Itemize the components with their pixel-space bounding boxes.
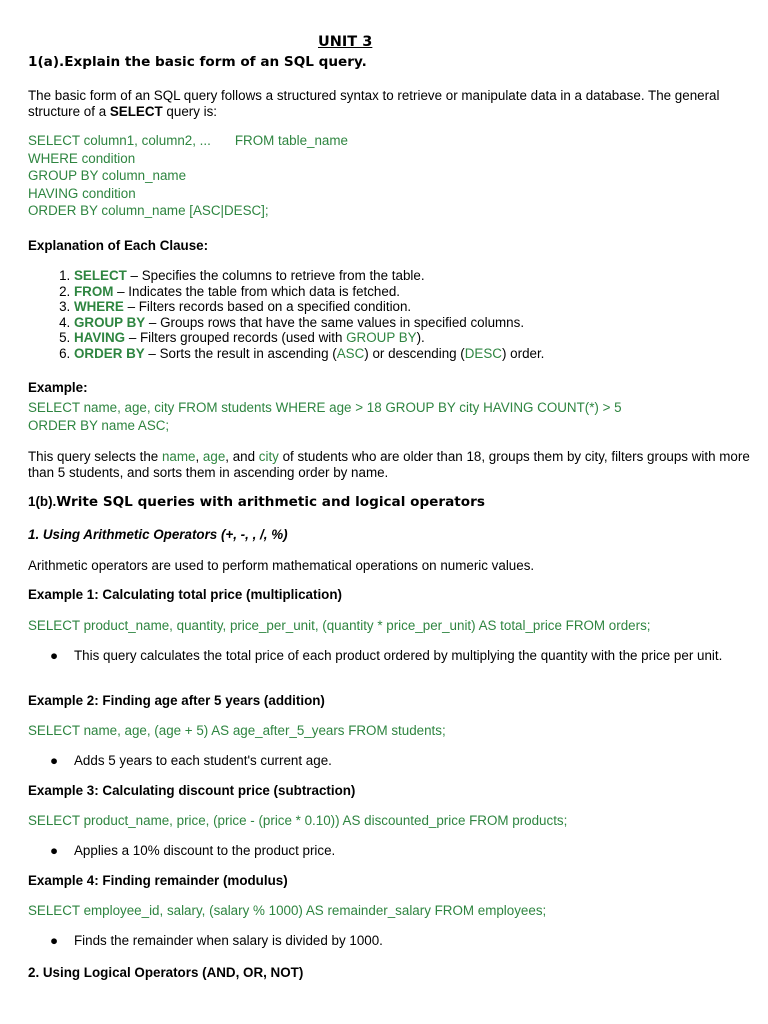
clause-desc: – Specifies the columns to retrieve from the table. [126,268,425,283]
bullet-icon: ● [50,933,59,948]
clause-keyword: FROM [74,283,114,299]
clause-desc: ) or descending ( [364,345,465,361]
example-summary [28,449,758,481]
list-item [74,330,544,346]
clause-keyword: WHERE [74,299,124,315]
summary-code: age [202,449,226,464]
list-item [74,299,544,315]
summary-text: This query selects the [28,449,162,464]
clause-list [46,268,544,362]
q1b-heading-text: Write SQL queries with arithmetic and logical operators [56,494,485,510]
example-3-heading: Example 3: Calculating discount price (subtraction) [28,783,356,798]
example-sql-line: ORDER BY name ASC; [28,417,170,433]
example-4-heading: Example 4: Finding remainder (modulus) [28,873,288,888]
arithmetic-intro: Arithmetic operators are used to perform mathematical operations on numeric values. [28,558,535,573]
summary-text: , [195,449,203,464]
intro-text: The basic form of an SQL query follows a structured syntax to retrieve or manipulate data in a database. The general structure of a [28,88,720,119]
logical-subheading: 2. Using Logical Operators (AND, OR, NOT) [28,965,304,980]
syntax-from: FROM table_name [234,133,348,148]
clause-keyword: GROUP BY [74,314,146,330]
example-1-note [50,648,760,664]
clause-desc: – Groups rows that have the same values in specified columns. [145,314,525,330]
example-2-heading: Example 2: Finding age after 5 years (addition) [28,693,325,708]
intro-select-keyword: SELECT [109,104,163,119]
clause-inline-code: ASC [336,345,365,361]
clause-desc: – Indicates the table from which data is fetched. [113,283,400,299]
note-text: Adds 5 years to each student's current age. [74,753,332,768]
intro-text-end: query is: [162,104,218,119]
example-2-sql: SELECT name, age, (age + 5) AS age_after_5_years FROM students; [28,723,446,738]
list-item [74,284,544,300]
clause-inline-code: GROUP BY [346,330,417,346]
clause-keyword: SELECT [74,268,127,283]
q1b-heading [28,494,485,510]
clause-inline-code: DESC [464,345,502,361]
example-4-sql: SELECT employee_id, salary, (salary % 1000) AS remainder_salary FROM employees; [28,903,547,918]
syntax-line: HAVING condition [28,185,136,201]
note-text: This query calculates the total price of each product ordered by multiplying the quantity with the price per unit. [74,648,723,663]
summary-text: of students who are older than 18, groups them by city, filters groups with more than 5 students, and sorts them in ascending order by name. [28,449,750,480]
example-1-heading: Example 1: Calculating total price (multiplication) [28,587,342,602]
example-3-note [50,843,760,859]
summary-code: city [258,449,279,464]
list-item [74,315,544,331]
page-title: UNIT 3 [318,34,373,50]
clause-keyword: HAVING [74,330,126,346]
example-4-note [50,933,760,949]
list-item [74,268,544,284]
clause-desc: ) order. [501,345,545,361]
syntax-select: SELECT column1, column2, ... [28,133,211,148]
syntax-line: ORDER BY column_name [ASC|DESC]; [28,203,269,218]
example-1-sql: SELECT product_name, quantity, price_per_unit, (quantity * price_per_unit) AS total_price FROM orders; [28,618,651,633]
summary-code: name [161,449,196,464]
example-3-sql: SELECT product_name, price, (price - (price * 0.10)) AS discounted_price FROM products; [28,813,568,828]
bullet-icon: ● [50,648,59,663]
syntax-line [28,132,348,150]
q1a-heading: 1(a).Explain the basic form of an SQL query. [28,54,367,70]
example-2-note [50,753,760,769]
syntax-line: WHERE condition [28,150,136,166]
clause-desc: ). [416,330,425,346]
example-sql-line: SELECT name, age, city FROM students WHERE age > 18 GROUP BY city HAVING COUNT(*) > 5 [28,400,622,415]
q1a-intro [28,88,758,120]
clause-keyword: ORDER BY [74,345,145,361]
note-text: Applies a 10% discount to the product price. [74,843,336,858]
example-sql [28,399,622,434]
note-text: Finds the remainder when salary is divided by 1000. [74,933,383,948]
summary-text: , and [225,449,259,464]
clause-desc: – Filters records based on a specified condition. [123,299,412,315]
arithmetic-subheading: 1. Using Arithmetic Operators (+, -, , /, %) [28,527,288,542]
syntax-line: GROUP BY column_name [28,168,187,183]
explanation-heading: Explanation of Each Clause: [28,238,209,253]
example-heading: Example: [28,380,88,395]
bullet-icon: ● [50,753,59,768]
clause-desc: – Sorts the result in ascending ( [144,345,337,361]
list-item [74,346,544,362]
q1b-heading-prefix: 1(b). [28,494,57,509]
clause-desc: – Filters grouped records (used with [125,330,347,346]
bullet-icon: ● [50,843,59,858]
syntax-block [28,132,348,220]
